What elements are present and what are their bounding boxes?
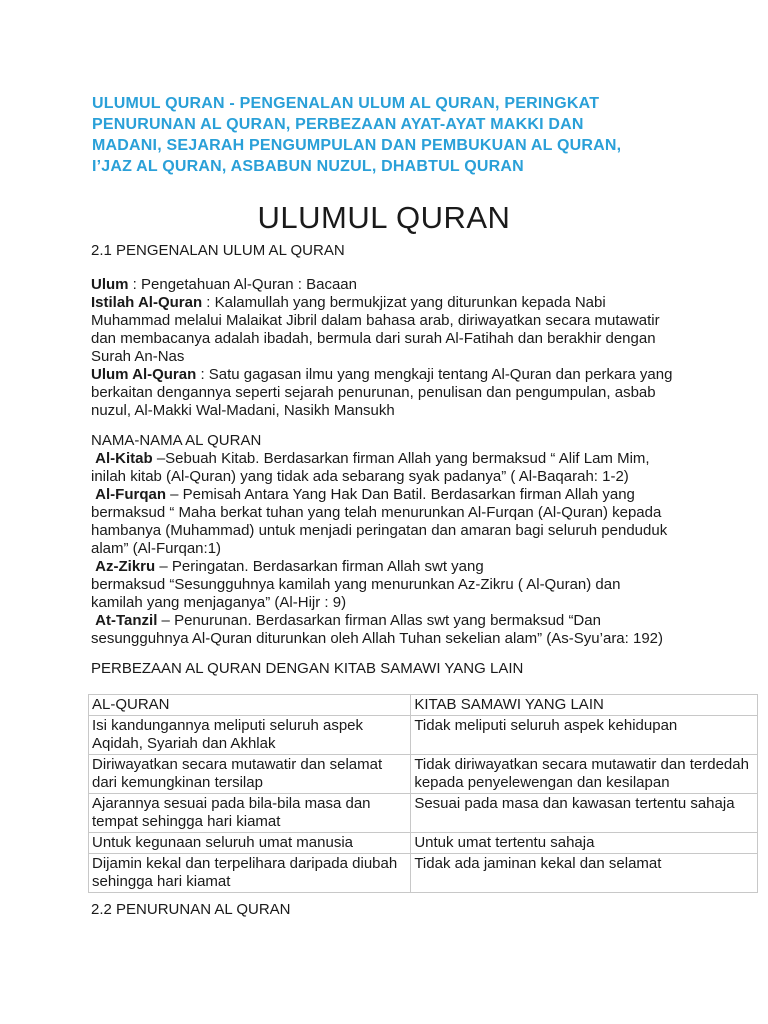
heading-line: ULUMUL QURAN - PENGENALAN ULUM AL QURAN, PERINGKAT: [92, 95, 600, 112]
cell-line: Tidak ada jaminan kekal dan selamat: [414, 855, 662, 872]
cell-line: dari kemungkinan tersilap: [92, 774, 263, 791]
term: Al-Kitab: [95, 450, 153, 467]
cell-line: Dijamin kekal dan terpelihara daripada diubah: [92, 855, 398, 872]
name-text: – Penurunan. Berdasarkan firman Allas swt yang bermaksud “Dan: [157, 612, 601, 629]
table-cell: [411, 794, 758, 833]
definition-text: dan membacanya adalah ibadah, bermula dari surah Al-Fatihah dan berakhir dengan: [91, 330, 656, 347]
definition-text: berkaitan dengannya seperti sejarah penurunan, penulisan dan pengumpulan, asbab: [91, 384, 656, 401]
heading-line: PENURUNAN AL QURAN, PERBEZAAN AYAT-AYAT MAKKI DAN: [92, 116, 584, 133]
names-heading: NAMA-NAMA AL QURAN: [91, 432, 262, 449]
table-row: [89, 755, 758, 794]
name-text: inilah kitab (Al-Quran) yang tidak ada sebarang syak padanya” ( Al-Baqarah: 1-2): [91, 468, 629, 485]
definition-text: Surah An-Nas: [91, 348, 185, 365]
name-text: sesungguhnya Al-Quran diturunkan oleh Allah Tuhan sekelian alam” (As-Syu’ara: 192): [91, 630, 664, 647]
name-al-furqan: [91, 486, 691, 504]
name-text: hambanya (Muhammad) untuk menjadi peringatan dan amaran bagi seluruh penduduk: [91, 522, 668, 539]
cell-line: Sesuai pada masa dan kawasan tertentu sahaja: [414, 795, 735, 812]
name-text: – Pemisah Antara Yang Hak Dan Batil. Berdasarkan firman Allah yang: [166, 486, 635, 503]
table-cell: [411, 755, 758, 794]
definition-text: : Satu gagasan ilmu yang mengkaji tentang Al-Quran dan perkara yang: [196, 366, 673, 383]
table-row: [89, 854, 758, 893]
table-cell: [411, 716, 758, 755]
heading-line: I’JAZ AL QURAN, ASBABUN NUZUL, DHABTUL QURAN: [92, 158, 524, 175]
table-cell: [89, 716, 411, 755]
table-row: [89, 716, 758, 755]
name-at-tanzil: [91, 612, 691, 630]
cell-line: Aqidah, Syariah dan Akhlak: [92, 735, 276, 752]
document-heading: [92, 93, 692, 177]
term: Ulum Al-Quran: [91, 366, 197, 383]
cell-line: sehingga hari kiamat: [92, 873, 231, 890]
table-header-cell: AL-QURAN: [89, 695, 411, 716]
definitions-block: [91, 276, 691, 420]
term: At-Tanzil: [95, 612, 158, 629]
section-heading-2-1: 2.1 PENGENALAN ULUM AL QURAN: [91, 242, 345, 259]
definition-text: nuzul, Al-Makki Wal-Madani, Nasikh Mansukh: [91, 402, 395, 419]
name-text: –Sebuah Kitab. Berdasarkan firman Allah yang bermaksud “ Alif Lam Mim,: [152, 450, 650, 467]
term: Az-Zikru: [95, 558, 156, 575]
cell-line: Untuk umat tertentu sahaja: [414, 834, 595, 851]
compare-heading: PERBEZAAN AL QURAN DENGAN KITAB SAMAWI YANG LAIN: [91, 660, 524, 677]
cell-line: Tidak diriwayatkan secara mutawatir dan terdedah: [414, 756, 749, 773]
table-row: [89, 794, 758, 833]
table-row: [89, 833, 758, 854]
name-text: bermaksud “ Maha berkat tuhan yang telah menurunkan Al-Furqan (Al-Quran) kepada: [91, 504, 662, 521]
term: Al-Furqan: [95, 486, 166, 503]
definition-istilah: [91, 294, 691, 312]
heading-line: MADANI, SEJARAH PENGUMPULAN DAN PEMBUKUAN AL QURAN,: [92, 137, 622, 154]
cell-line: tempat sehingga hari kiamat: [92, 813, 281, 830]
cell-line: Untuk kegunaan seluruh umat manusia: [92, 834, 353, 851]
table-cell: [89, 833, 411, 854]
table-cell: [411, 833, 758, 854]
definition-text: Muhammad melalui Malaikat Jibril dalam bahasa arab, diriwayatkan secara mutawatir: [91, 312, 660, 329]
definition-text: : Kalamullah yang bermukjizat yang diturunkan kepada Nabi: [202, 294, 606, 311]
table-cell: [89, 755, 411, 794]
cell-line: Isi kandungannya meliputi seluruh aspek: [92, 717, 364, 734]
name-text: bermaksud “Sesungguhnya kamilah yang menurunkan Az-Zikru ( Al-Quran) dan: [91, 576, 621, 593]
table-cell: [89, 854, 411, 893]
cell-line: kepada penyelewengan dan kesilapan: [414, 774, 670, 791]
definition-ulum: [91, 276, 691, 294]
cell-line: Ajarannya sesuai pada bila-bila masa dan: [92, 795, 371, 812]
cell-line: Diriwayatkan secara mutawatir dan selamat: [92, 756, 383, 773]
table-header-row: [89, 695, 758, 716]
comparison-table: [88, 694, 758, 893]
table-header-cell: KITAB SAMAWI YANG LAIN: [411, 695, 758, 716]
name-al-kitab: [91, 450, 691, 468]
name-text: – Peringatan. Berdasarkan firman Allah swt yang: [155, 558, 484, 575]
table-cell: [411, 854, 758, 893]
cell-line: Tidak meliputi seluruh aspek kehidupan: [414, 717, 678, 734]
page-title: ULUMUL QURAN: [257, 200, 511, 235]
term: Ulum: [91, 276, 129, 293]
section-heading-2-2: 2.2 PENURUNAN AL QURAN: [91, 901, 291, 918]
definition-ulum-quran: [91, 366, 691, 384]
name-text: alam” (Al-Furqan:1): [91, 540, 222, 557]
term: Istilah Al-Quran: [91, 294, 203, 311]
name-text: kamilah yang menjaganya” (Al-Hijr : 9): [91, 594, 347, 611]
names-block: [91, 450, 691, 648]
name-az-zikru: [91, 558, 691, 576]
table-cell: [89, 794, 411, 833]
definition-text: : Pengetahuan Al-Quran : Bacaan: [128, 276, 357, 293]
